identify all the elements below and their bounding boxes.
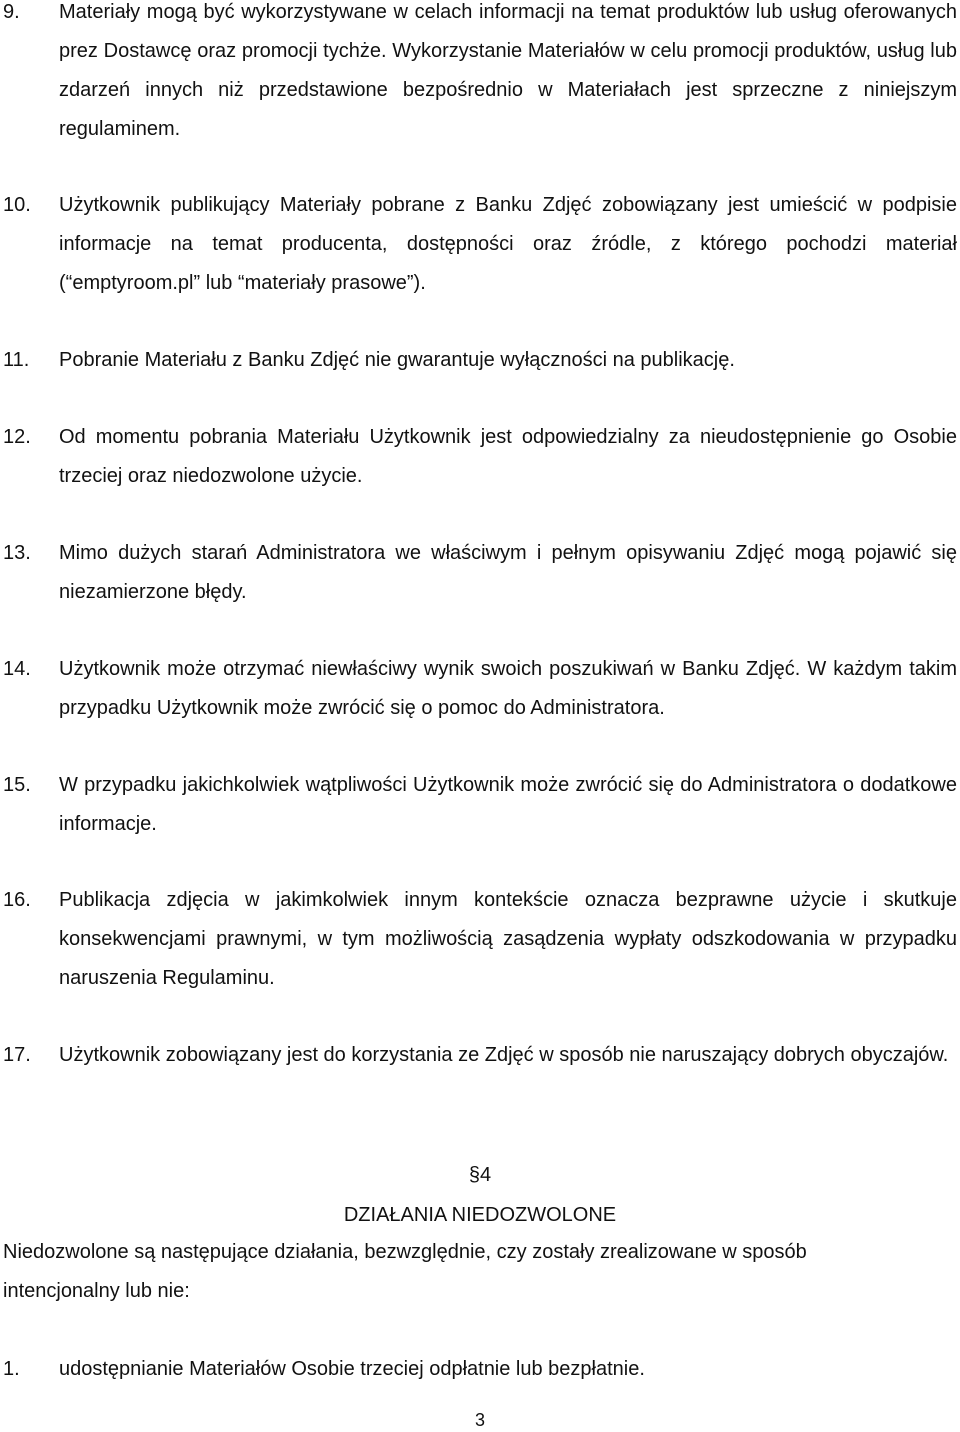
- item-text: W przypadku jakichkolwiek wątpliwości Użytkownik może zwrócić się do Administratora o dodatkowe informacje.: [59, 774, 957, 835]
- item-number: 10.: [3, 194, 31, 216]
- item-text: Użytkownik zobowiązany jest do korzystania ze Zdjęć w sposób nie naruszający dobrych obyczajów.: [59, 1044, 949, 1066]
- item-text: Użytkownik publikujący Materiały pobrane z Banku Zdjęć zobowiązany jest umieścić w podpisie informacje na temat producenta, dostępności oraz źródle, z którego pochodzi materiał (“emptyroom.pl” lub “materiały prasowe”).: [59, 194, 957, 294]
- item-number: 12.: [3, 426, 31, 448]
- section-title: DZIAŁANIA NIEDOZWOLONE: [343, 1204, 617, 1226]
- item-number: 11.: [3, 349, 30, 371]
- item-text: Pobranie Materiału z Banku Zdjęć nie gwarantuje wyłączności na publikację.: [59, 349, 735, 371]
- item-text: udostępnianie Materiałów Osobie trzeciej odpłatnie lub bezpłatnie.: [59, 1358, 645, 1380]
- item-number: 15.: [3, 774, 31, 796]
- item-number: 14.: [3, 658, 31, 680]
- item-number: 17.: [3, 1044, 31, 1066]
- item-number: 13.: [3, 542, 31, 564]
- item-number: 16.: [3, 889, 31, 911]
- item-number: 1.: [3, 1358, 20, 1380]
- page-number: 3: [474, 1410, 485, 1430]
- item-number: 9.: [3, 1, 20, 23]
- item-text: Użytkownik może otrzymać niewłaściwy wynik swoich poszukiwań w Banku Zdjęć. W każdym takim przypadku Użytkownik może zwrócić się o pomoc do Administratora.: [59, 658, 957, 719]
- item-text: Mimo dużych starań Administratora we właściwym i pełnym opisywaniu Zdjęć mogą pojawić się niezamierzone błędy.: [59, 542, 957, 603]
- section-number: §4: [468, 1164, 492, 1186]
- item-text: Publikacja zdjęcia w jakimkolwiek innym kontekście oznacza bezprawne użycie i skutkuje konsekwencjami prawnymi, w tym możliwością zasądzenia wypłaty odszkodowania w przypadku naruszenia Regulaminu.: [59, 889, 957, 989]
- item-text: Od momentu pobrania Materiału Użytkownik jest odpowiedzialny za nieudostępnienie go Osobie trzeciej oraz niedozwolone użycie.: [59, 426, 957, 487]
- section-intro: Niedozwolone są następujące działania, bezwzględnie, czy zostały zrealizowane w sposób intencjonalny lub nie:: [3, 1241, 807, 1302]
- item-text: Materiały mogą być wykorzystywane w celach informacji na temat produktów lub usług oferowanych prez Dostawcę oraz promocji tychże. Wykorzystanie Materiałów w celu promocji produktów, usług lub zdarzeń innych niż przedstawione bezpośrednio w Materiałach jest sprzeczne z niniejszym regulaminem.: [59, 1, 957, 140]
